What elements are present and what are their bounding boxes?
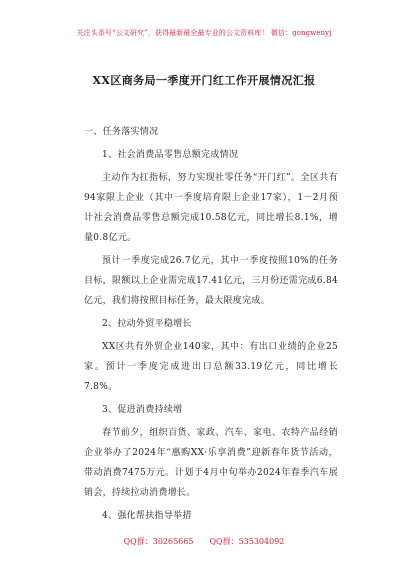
subsection-heading: 1、社会消费品零售总额完成情况 [102,150,239,160]
footer-contact [0,536,408,547]
body-paragraph: 主动作为扛指标，努力实现社零任务“开门红”。全区共有94家限上企业（其中一季度培育限上企业17家），1－2月预计社会消费品零售总额完成10.58亿元，同比增长8.1%，增量0.8亿元。 [84,173,338,243]
section-heading: 一、任务落实情况 [84,127,159,137]
body-paragraph: XX区共有外贸企业140家，其中：有出口业绩的企业25家。预计一季度完成进出口总额33.19亿元，同比增长7.8%。 [84,342,338,392]
document-title: XX区商务局一季度开门红工作开展情况汇报 [92,74,316,87]
subsection-heading: 4、强化帮扶指导举措 [102,511,192,521]
header-banner: 关注头条号“公文研究”，获得最新最全最专业的公文资料库！ 微信：gongwenyj [76,29,332,37]
footer-qq-group-left: QQ群：30265665 [123,537,194,546]
document-body [84,122,338,529]
body-paragraph: 春节前夕，组织百货、家政、汽车、家电、农特产品经销企业举办了2024年“惠购XX·乐享消费”迎新春年货节活动，带动消费7475万元。计划于4月中旬举办2024年春季汽车展销会，持续拉动消费增长。 [84,428,338,498]
footer-qq-group-right: QQ群：535304092 [209,537,285,546]
body-paragraph: 预计一季度完成26.7亿元，其中一季度按照10%的任务目标，限额以上企业需完成17.41亿元，三月份还需完成6.84亿元，我们将按照目标任务，最大限度完成。 [84,256,338,306]
subsection-heading: 2、拉动外贸平稳增长 [102,319,192,329]
subsection-heading: 3、促进消费持续增 [102,405,183,415]
